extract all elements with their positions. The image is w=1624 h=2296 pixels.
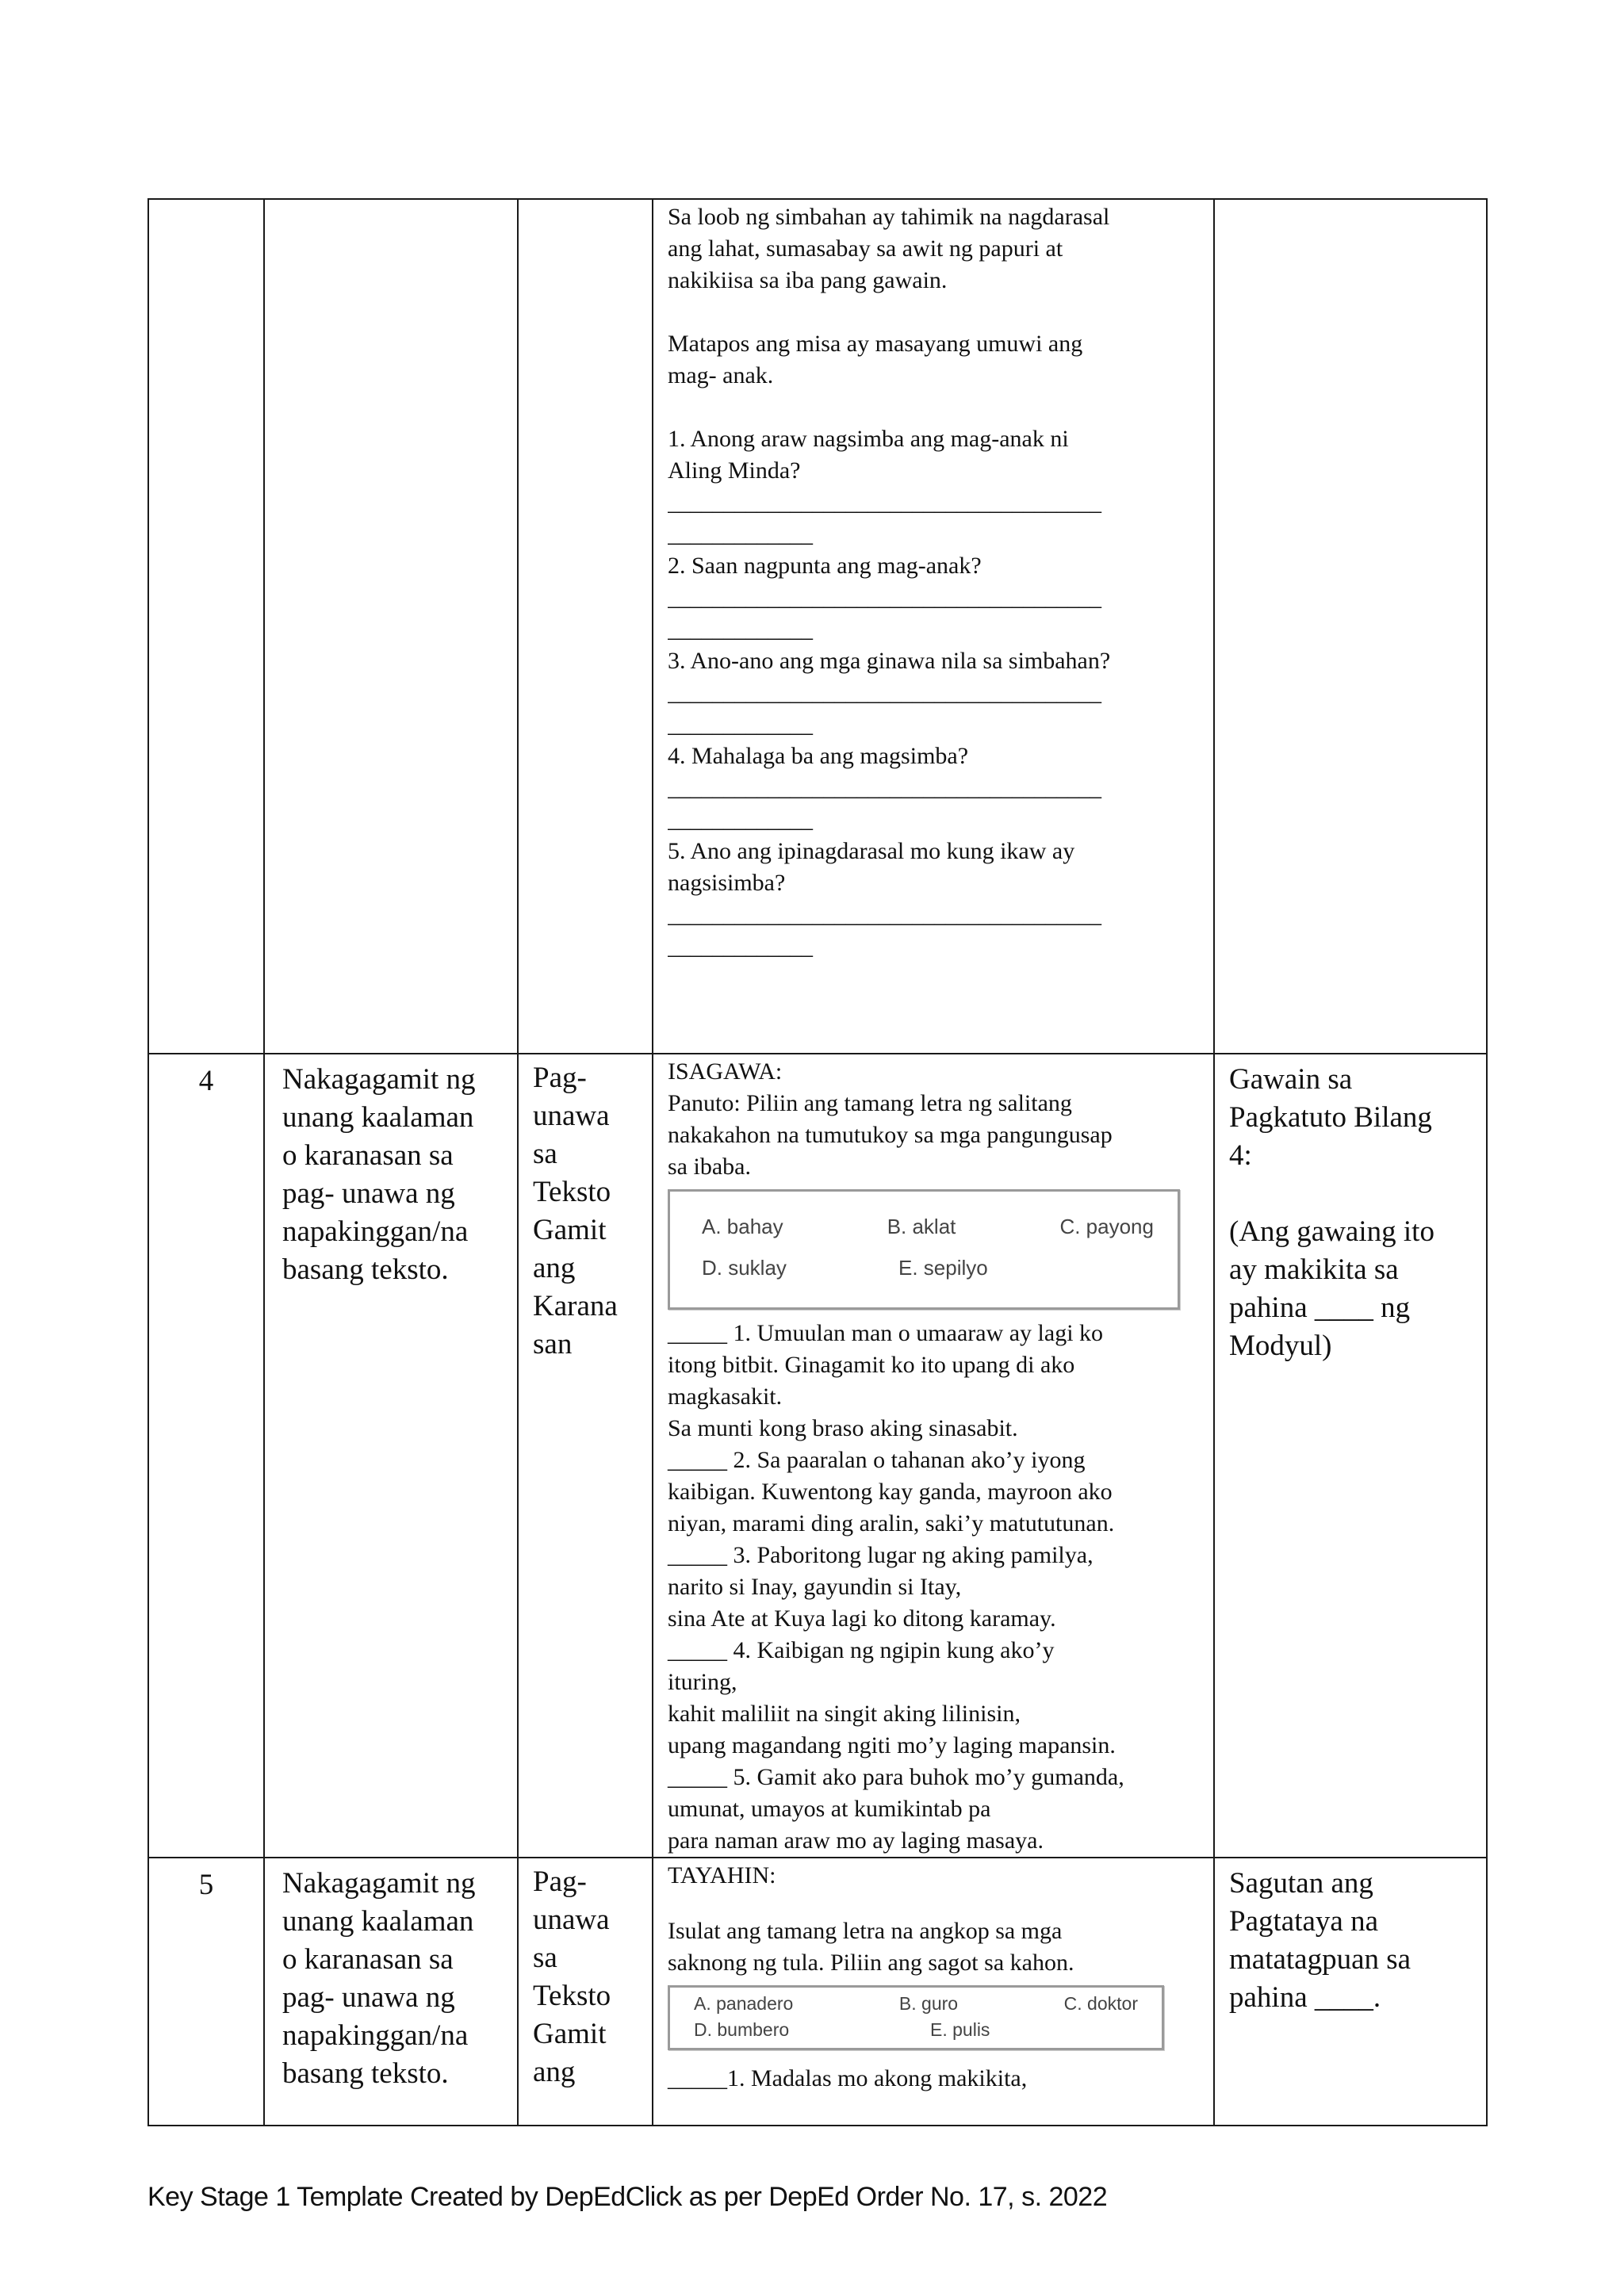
remarks-line: ay makikita sa — [1229, 1253, 1399, 1286]
instruction-line: sa ibaba. — [668, 1154, 751, 1180]
row-number: 4 — [148, 1054, 264, 1858]
item-line: para naman araw mo ay laging masaya. — [668, 1827, 1044, 1854]
question-5 — [668, 836, 1202, 962]
cell-number-empty — [148, 199, 264, 1054]
topic-line: Gamit — [533, 2018, 607, 2050]
question-text: 3. Ano-ano ang mga ginawa nila sa simbahan? — [668, 648, 1111, 674]
remarks-line: Pagkatuto Bilang — [1229, 1101, 1432, 1134]
question-text: 5. Ano ang ipinagdarasal mo kung ikaw ay — [668, 838, 1075, 864]
competency-line: Nakagagamit ng — [282, 1063, 476, 1096]
question-text: 2. Saan nagpunta ang mag-anak? — [668, 553, 982, 579]
item-line: narito si Inay, gayundin si Itay, — [668, 1574, 962, 1600]
topic-line: Pag- — [533, 1866, 587, 1898]
question-text: 1. Anong araw nagsimba ang mag-anak ni — [668, 426, 1069, 452]
item-line: _____1. Madalas mo akong makikita, — [668, 2065, 1028, 2091]
item-line: itong bitbit. Ginagamit ko ito upang di ako — [668, 1352, 1075, 1378]
remarks-line: Sagutan ang — [1229, 1867, 1373, 1900]
instruction-line: Isulat ang tamang letra na angkop sa mga — [668, 1918, 1063, 1944]
competency-line: napakinggan/na — [282, 1215, 469, 1248]
remarks-line: Pagtataya na — [1229, 1905, 1378, 1938]
topic-line: ang — [533, 1252, 576, 1284]
competency-line: o karanasan sa — [282, 1943, 454, 1976]
remarks-cell — [1214, 1054, 1487, 1858]
lesson-plan-table — [147, 198, 1488, 2126]
row-number: 5 — [148, 1858, 264, 2126]
choice-item: A. bahay — [702, 1215, 783, 1238]
passage-line: mag- anak. — [668, 362, 774, 388]
competency-line: unang kaalaman — [282, 1905, 474, 1938]
competency-line: unang kaalaman — [282, 1101, 474, 1134]
item-line: _____ 1. Umuulan man o umaaraw ay lagi ko — [668, 1320, 1104, 1346]
topic-line: ang — [533, 2056, 576, 2088]
cell-competency-empty — [264, 199, 518, 1054]
item-line: kahit maliliit na singit aking lilinisin, — [668, 1701, 1021, 1727]
answer-line[interactable]: _____________ — [668, 711, 812, 737]
item-line: _____ 2. Sa paaralan o tahanan ako’y iyong — [668, 1447, 1086, 1473]
answer-line[interactable]: _______________________________________ — [668, 679, 1101, 706]
item-line: niyan, marami ding aralin, saki’y matututunan. — [668, 1510, 1115, 1536]
topic-cell — [518, 1054, 653, 1858]
question-2 — [668, 550, 1202, 645]
competency-line: o karanasan sa — [282, 1139, 454, 1172]
question-text: nagsisimba? — [668, 870, 786, 896]
answer-line[interactable]: _____________ — [668, 933, 812, 959]
remarks-line: pahina ____. — [1229, 1981, 1381, 2014]
passage-block — [668, 201, 1202, 297]
activity-items — [668, 1318, 1202, 1857]
cell-remarks-empty — [1214, 199, 1487, 1054]
question-text: Aling Minda? — [668, 457, 801, 484]
topic-line: unawa — [533, 1904, 610, 1936]
answer-line[interactable]: _____________ — [668, 806, 812, 832]
topic-line: Teksto — [533, 1980, 611, 2012]
topic-line: san — [533, 1328, 573, 1360]
instruction-line: nakakahon na tumutukoy sa mga pangungusap — [668, 1122, 1113, 1148]
question-text: 4. Mahalaga ba ang magsimba? — [668, 743, 969, 769]
question-1 — [668, 423, 1202, 550]
topic-line: Karana — [533, 1290, 618, 1322]
passage-line: nakikiisa sa iba pang gawain. — [668, 267, 948, 293]
item-line: Sa munti kong braso aking sinasabit. — [668, 1415, 1018, 1441]
page-footer: Key Stage 1 Template Created by DepEdClick as per DepEd Order No. 17, s. 2022 — [147, 2182, 1108, 2212]
competency-line: napakinggan/na — [282, 2019, 469, 2052]
item-line: upang magandang ngiti mo’y laging mapansin. — [668, 1732, 1116, 1758]
item-line: _____ 5. Gamit ako para buhok mo’y gumanda, — [668, 1764, 1124, 1790]
table-row-5 — [148, 1858, 1487, 2126]
assessment-cell — [653, 1858, 1214, 2126]
choices-box — [668, 1985, 1164, 2050]
passage-line: Matapos ang misa ay masayang umuwi ang — [668, 331, 1083, 357]
topic-line: sa — [533, 1138, 557, 1170]
item-line: _____ 4. Kaibigan ng ngipin kung ako’y — [668, 1637, 1055, 1663]
choice-item: C. payong — [1059, 1215, 1154, 1238]
topic-line: unawa — [533, 1100, 610, 1132]
remarks-line: pahina ____ ng — [1229, 1292, 1411, 1324]
choice-item: B. guro — [898, 1993, 959, 2014]
choice-item: B. aklat — [887, 1215, 956, 1238]
remarks-cell — [1214, 1858, 1487, 2126]
choice-item: C. doktor — [1063, 1993, 1138, 2014]
item-line: umunat, umayos at kumikintab pa — [668, 1796, 991, 1822]
item-line: ituring, — [668, 1669, 737, 1695]
choices-box — [668, 1189, 1180, 1310]
cell-passage-questions — [653, 199, 1214, 1054]
remarks-line: Modyul) — [1229, 1330, 1332, 1362]
choice-item: D. bumbero — [694, 2019, 790, 2040]
question-4 — [668, 740, 1202, 836]
remarks-line: 4: — [1229, 1139, 1252, 1172]
remarks-line: Gawain sa — [1229, 1063, 1353, 1096]
table-row-continuation — [148, 199, 1487, 1054]
answer-line[interactable]: _____________ — [668, 521, 812, 547]
competency-line: Nakagagamit ng — [282, 1867, 476, 1900]
remarks-line: matatagpuan sa — [1229, 1943, 1411, 1976]
instruction-line: Panuto: Piliin ang tamang letra ng salitang — [668, 1090, 1072, 1116]
competency-cell — [264, 1858, 518, 2126]
topic-line: Pag- — [533, 1062, 587, 1094]
passage-line: Sa loob ng simbahan ay tahimik na nagdarasal — [668, 204, 1110, 230]
question-3 — [668, 645, 1202, 740]
choice-item: E. sepilyo — [898, 1256, 988, 1280]
topic-cell — [518, 1858, 653, 2126]
instruction-line: saknong ng tula. Piliin ang sagot sa kahon. — [668, 1950, 1074, 1976]
choice-item: D. suklay — [702, 1256, 787, 1280]
topic-line: sa — [533, 1942, 557, 1974]
competency-cell — [264, 1054, 518, 1858]
item-line: sina Ate at Kuya lagi ko ditong karamay. — [668, 1605, 1056, 1632]
answer-line[interactable]: _______________________________________ — [668, 901, 1101, 928]
item-line: magkasakit. — [668, 1383, 783, 1410]
competency-line: pag- unawa ng — [282, 1177, 455, 1210]
answer-line[interactable]: _______________________________________ — [668, 775, 1101, 801]
competency-line: pag- unawa ng — [282, 1981, 455, 2014]
answer-line[interactable]: _______________________________________ — [668, 584, 1101, 610]
section-heading: ISAGAWA: — [668, 1058, 783, 1085]
choice-item: E. pulis — [930, 2019, 990, 2040]
topic-line: Gamit — [533, 1214, 607, 1246]
activity-cell — [653, 1054, 1214, 1858]
answer-line[interactable]: _____________ — [668, 616, 812, 642]
competency-line: basang teksto. — [282, 1253, 449, 1286]
item-line: _____ 3. Paboritong lugar ng aking pamilya, — [668, 1542, 1094, 1568]
remarks-line: (Ang gawaing ito — [1229, 1215, 1434, 1248]
passage-line: ang lahat, sumasabay sa awit ng papuri at — [668, 235, 1063, 262]
competency-line: basang teksto. — [282, 2057, 449, 2090]
section-heading: TAYAHIN: — [668, 1862, 776, 1888]
answer-line[interactable]: _______________________________________ — [668, 489, 1101, 515]
cell-topic-empty — [518, 199, 653, 1054]
passage-block-2 — [668, 328, 1202, 392]
item-line: kaibigan. Kuwentong kay ganda, mayroon ako — [668, 1479, 1113, 1505]
choice-item: A. panadero — [694, 1993, 794, 2014]
topic-line: Teksto — [533, 1176, 611, 1208]
table-row-4 — [148, 1054, 1487, 1858]
